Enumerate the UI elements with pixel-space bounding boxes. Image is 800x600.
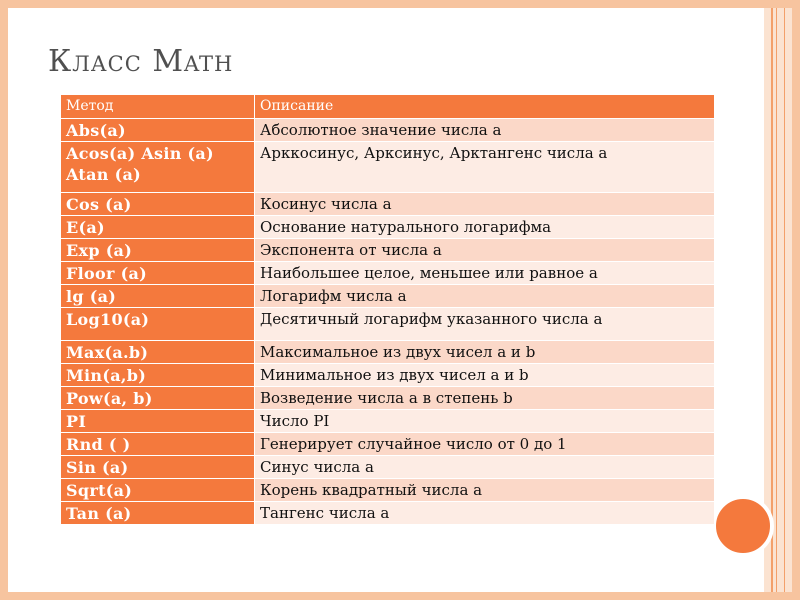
description-cell: Логарифм числа а xyxy=(255,285,715,308)
table-row xyxy=(61,119,715,142)
table-row xyxy=(61,193,715,216)
description-cell: Возведение числа а в степень b xyxy=(255,387,715,410)
description-cell: Синус числа а xyxy=(255,456,715,479)
method-cell: Abs(a) xyxy=(61,119,255,142)
description-cell: Корень квадратный числа а xyxy=(255,479,715,502)
method-cell: PI xyxy=(61,410,255,433)
table-row xyxy=(61,364,715,387)
slide-title: Класс Math xyxy=(48,44,234,79)
method-cell: Floor (a) xyxy=(61,262,255,285)
table-row xyxy=(61,285,715,308)
table-row xyxy=(61,308,715,341)
description-cell: Тангенс числа а xyxy=(255,502,715,525)
table-row xyxy=(61,387,715,410)
method-cell: Sqrt(a) xyxy=(61,479,255,502)
description-cell: Число PI xyxy=(255,410,715,433)
table-row xyxy=(61,479,715,502)
column-header-method: Метод xyxy=(61,95,255,119)
method-cell: Tan (a) xyxy=(61,502,255,525)
decorative-side-line xyxy=(776,8,777,592)
description-cell: Косинус числа а xyxy=(255,193,715,216)
method-cell: Exp (a) xyxy=(61,239,255,262)
method-cell: Cos (a) xyxy=(61,193,255,216)
description-cell: Минимальное из двух чисел а и b xyxy=(255,364,715,387)
table-row xyxy=(61,216,715,239)
description-cell: Абсолютное значение числа а xyxy=(255,119,715,142)
decorative-side-line xyxy=(771,8,773,592)
table-row xyxy=(61,456,715,479)
method-cell: Log10(a) xyxy=(61,308,255,341)
decorative-side-band xyxy=(764,8,792,592)
description-cell: Максимальное из двух чисел а и b xyxy=(255,341,715,364)
description-cell: Генерирует случайное число от 0 до 1 xyxy=(255,433,715,456)
table-row xyxy=(61,262,715,285)
column-header-description: Описание xyxy=(255,95,715,119)
decorative-side-line xyxy=(784,8,785,592)
table-row xyxy=(61,410,715,433)
description-cell: Десятичный логарифм указанного числа а xyxy=(255,308,715,341)
method-cell: Sin (a) xyxy=(61,456,255,479)
description-cell: Основание натурального логарифма xyxy=(255,216,715,239)
table-header-row xyxy=(61,95,715,119)
method-cell: Rnd ( ) xyxy=(61,433,255,456)
method-cell: E(a) xyxy=(61,216,255,239)
table-row xyxy=(61,433,715,456)
math-methods-table xyxy=(60,94,715,525)
description-cell: Экспонента от числа а xyxy=(255,239,715,262)
table-row xyxy=(61,239,715,262)
description-cell: Арккосинус, Арксинус, Арктангенс числа а xyxy=(255,142,715,193)
decorative-circle xyxy=(712,495,774,557)
table-row xyxy=(61,142,715,193)
table-row xyxy=(61,341,715,364)
method-cell: Acos(a) Asin (a) Atan (a) xyxy=(61,142,255,193)
method-cell: Max(a.b) xyxy=(61,341,255,364)
description-cell: Наибольшее целое, меньшее или равное а xyxy=(255,262,715,285)
method-cell: Min(a,b) xyxy=(61,364,255,387)
method-cell: lg (a) xyxy=(61,285,255,308)
method-cell: Pow(a, b) xyxy=(61,387,255,410)
table-row xyxy=(61,502,715,525)
